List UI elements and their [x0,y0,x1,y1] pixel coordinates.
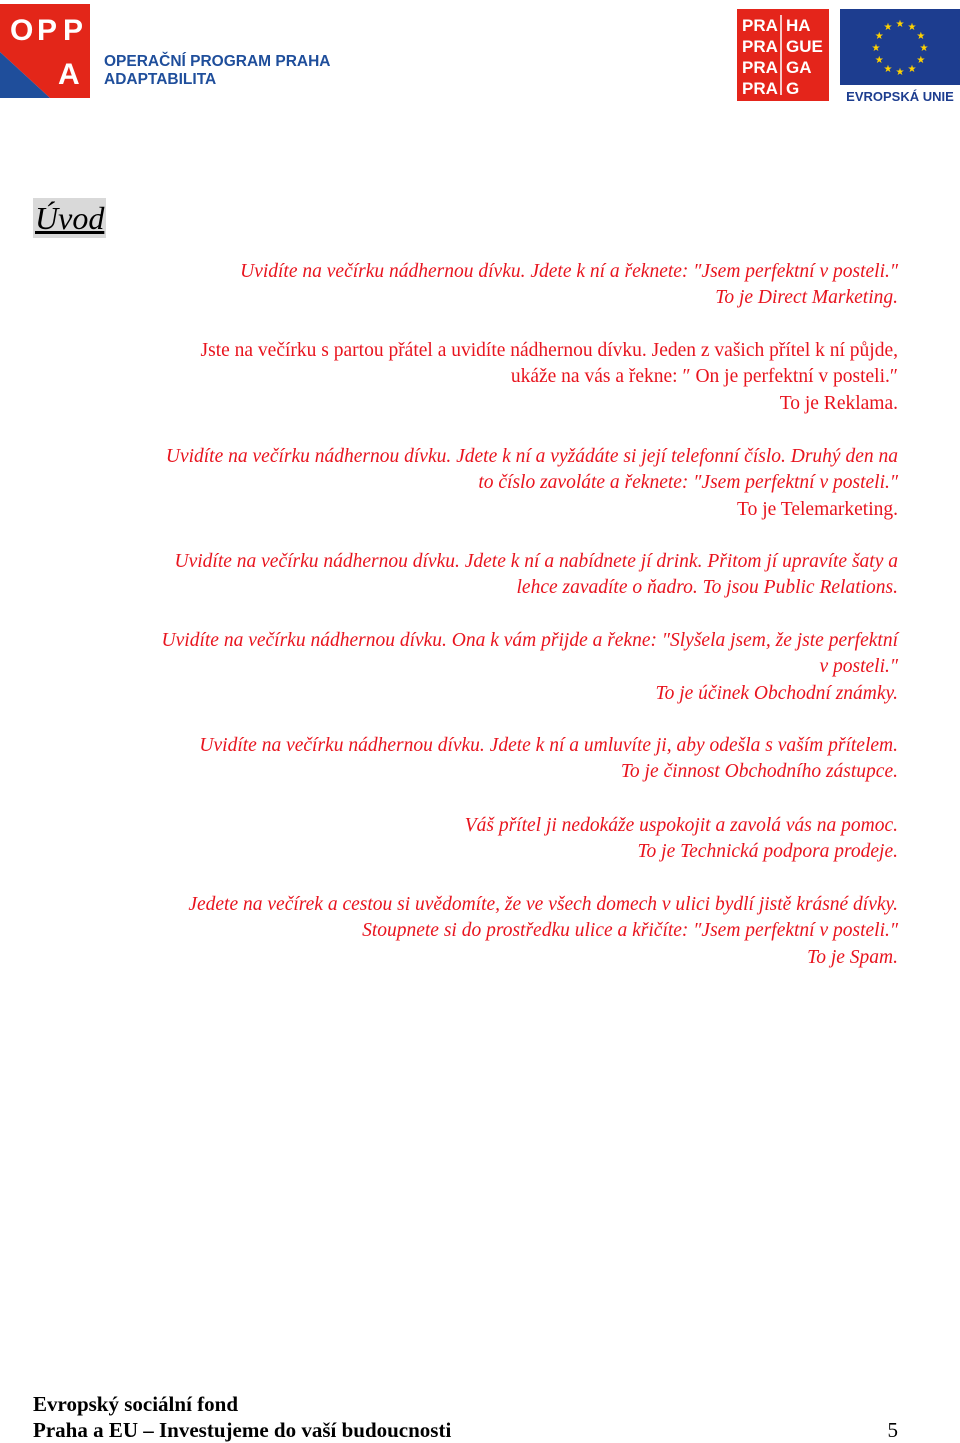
eu-star-icon: ★ [907,63,917,75]
joke-direct-marketing: Uvidíte na večírku nádhernou dívku. Jdete k ní a řeknete: ″Jsem perfektní v posteli.″ To je Direct Marketing. [240,261,898,309]
eu-star-icon: ★ [883,22,893,34]
joke-obchodni-znamka: Uvidíte na večírku nádhernou dívku. Ona k vám přijde a řekne: ″Slyšela jsem, že jste perfektní v posteli.″ To je účinek Obchodní známky. [161,630,898,704]
section-heading: Úvod [35,200,105,236]
joke-telemarketing: Uvidíte na večírku nádhernou dívku. Jdete k ní a vyžádáte si její telefonní číslo. Druhý den na to číslo zavoláte a řeknete: ″Jsem perfektní v posteli.″ To je Telemarketing. [165,446,898,520]
svg-text:HA: HA [786,16,811,35]
svg-text:PRA: PRA [742,79,778,98]
svg-text:PRA: PRA [742,37,778,56]
joke-technicka-podpora: Váš přítel ji nedokáže uspokojit a zavolá vás na pomoc. To je Technická podpora prodeje. [464,815,898,863]
eu-star-icon: ★ [907,22,917,34]
joke-public-relations: Uvidíte na večírku nádhernou dívku. Jdete k ní a nabídnete jí drink. Přitom jí upravíte šaty a lehce zavadíte o ňadro. To jsou Public Relations. [174,551,898,599]
joke-obchodni-zastupce: Uvidíte na večírku nádhernou dívku. Jdete k ní a umluvíte ji, aby odešla s vaším přítelem. To je činnost Obchodního zástupce. [199,735,898,783]
svg-text:P: P [63,14,84,47]
eu-star-icon: ★ [895,67,905,78]
opp-line1: OPERAČNÍ PROGRAM PRAHA [104,53,330,70]
svg-text:P: P [37,14,58,47]
eu-star-icon: ★ [916,31,926,42]
svg-text:PRA: PRA [742,58,778,77]
footer-esf: Evropský sociální fond [33,1392,239,1416]
praha-logo [737,9,829,101]
footer-slogan: Praha a EU – Investujeme do vaší budoucnosti [33,1418,452,1442]
eu-star-icon: ★ [919,43,929,54]
svg-text:PRA: PRA [742,16,778,35]
opp-line2: ADAPTABILITA [104,71,217,88]
joke-reklama: Jste na večírku s partou přátel a uvidíte nádhernou dívku. Jeden z vašich přítel k ní půjde, ukáže na vás a řekne: ″ On je perfektní v posteli.″ To je Reklama. [200,340,898,414]
svg-text:O: O [10,14,34,47]
svg-text:G: G [786,79,800,98]
svg-text:A: A [58,58,80,91]
eu-star-icon: ★ [871,43,881,54]
opp-praha-adaptabilita-logo [0,2,330,100]
eu-star-icon: ★ [874,55,884,66]
page-number: 5 [887,1418,898,1442]
svg-text:GUE: GUE [786,37,823,56]
joke-spam: Jedete na večírek a cestou si uvědomíte, že ve všech domech v ulici bydlí jistě krásné dívky. Stoupnete si do prostředku ulice a křičíte: ″Jsem perfektní v posteli.″ To je Spam. [188,894,898,968]
eu-star-icon: ★ [916,55,926,66]
eu-star-icon: ★ [883,63,893,75]
eu-flag-logo [840,9,960,103]
svg-text:GA: GA [786,58,812,77]
eu-star-icon: ★ [895,19,905,30]
eu-star-icon: ★ [874,31,884,42]
eu-label: EVROPSKÁ UNIE [846,89,954,103]
